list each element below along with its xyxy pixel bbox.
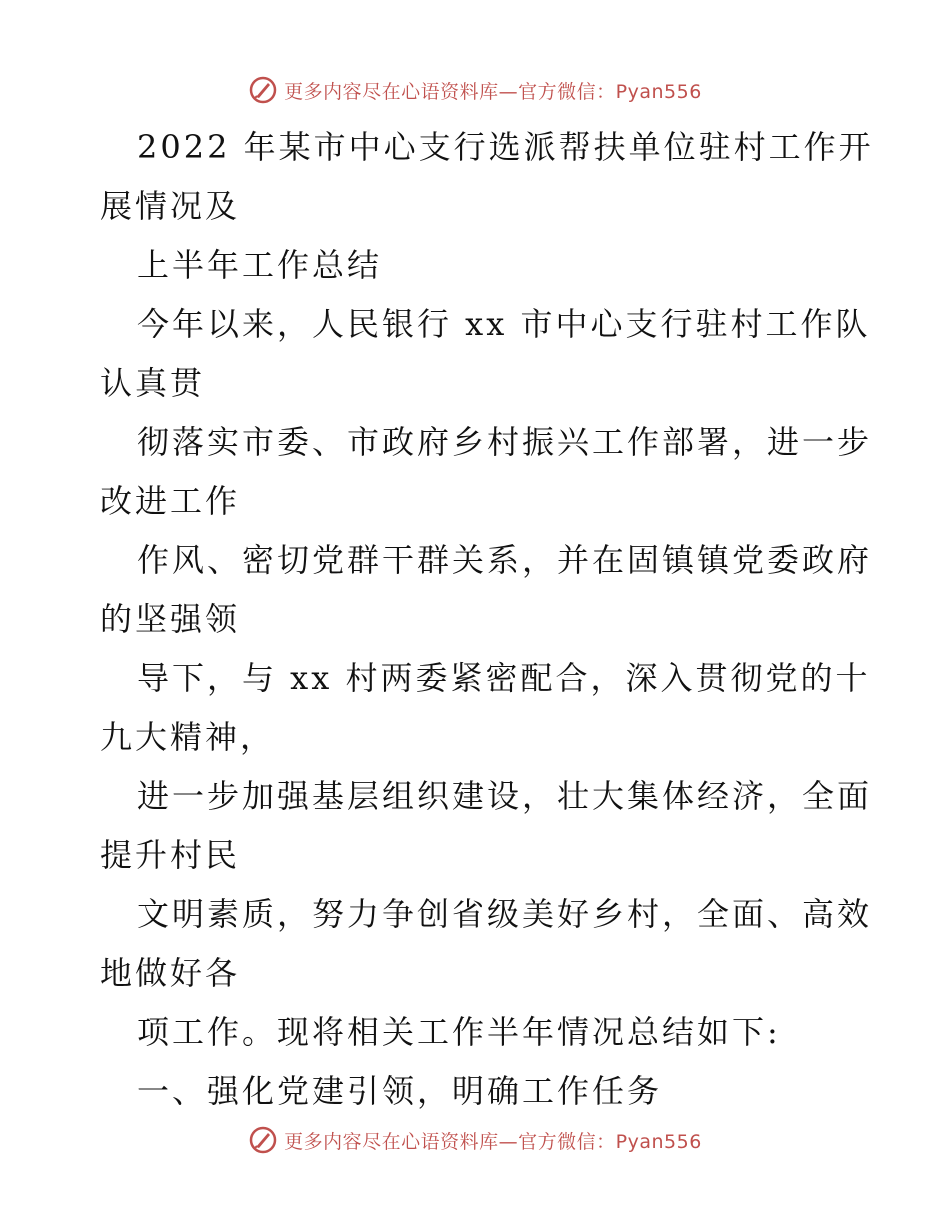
text-line: 展情况及	[100, 187, 241, 225]
text-line: 项工作。现将相关工作半年情况总结如下:	[137, 1013, 781, 1051]
footer-watermark-text: 更多内容尽在心语资料库—官方微信：Pyan556	[284, 1130, 702, 1153]
header-watermark	[0, 70, 950, 110]
text-line: 导下，与 xx 村两委紧密配合，深入贯彻党的十	[137, 659, 871, 697]
footer-watermark	[0, 1120, 950, 1160]
text-line: 今年以来，人民银行 xx 市中心支行驻村工作队	[137, 305, 871, 343]
text-line: 作风、密切党群干群关系，并在固镇镇党委政府	[137, 541, 873, 579]
header-watermark-text: 更多内容尽在心语资料库—官方微信：Pyan556	[284, 80, 702, 103]
text-line: 提升村民	[100, 836, 241, 874]
quill-logo-icon	[248, 75, 278, 105]
text-line: 认真贯	[100, 364, 206, 402]
text-line: 地做好各	[100, 954, 241, 992]
document-body	[100, 118, 874, 1121]
text-line: 一、强化党建引领，明确工作任务	[137, 1072, 663, 1110]
text-line: 文明素质，努力争创省级美好乡村，全面、高效	[137, 895, 873, 933]
text-line: 九大精神，	[100, 718, 276, 756]
text-line: 的坚强领	[100, 600, 241, 638]
text-line: 改进工作	[100, 482, 241, 520]
text-line: 上半年工作总结	[137, 246, 383, 284]
text-line: 2022 年某市中心支行选派帮扶单位驻村工作开	[137, 128, 874, 166]
text-line: 彻落实市委、市政府乡村振兴工作部署，进一步	[137, 423, 873, 461]
quill-logo-icon	[248, 1125, 278, 1155]
text-line: 进一步加强基层组织建设，壮大集体经济，全面	[137, 777, 873, 815]
